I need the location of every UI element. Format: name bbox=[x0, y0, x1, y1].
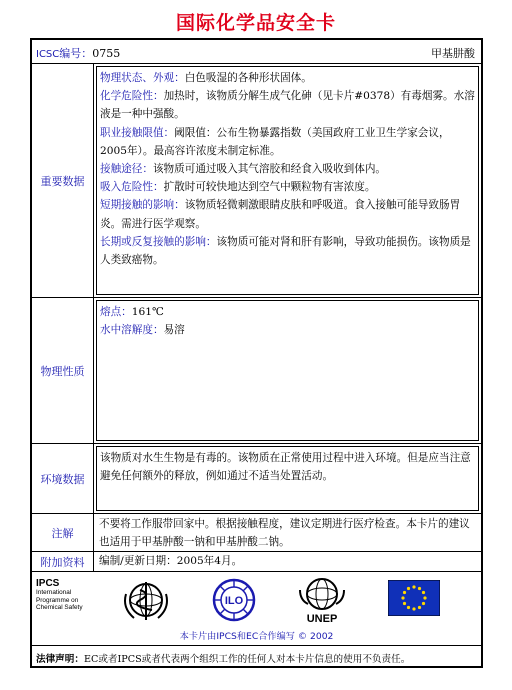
important-data-item-key: 长期或反复接触的影响： bbox=[100, 235, 217, 248]
important-data-item-text: 白色吸湿的各种形状固体。 bbox=[184, 72, 312, 84]
eu-star-icon bbox=[418, 587, 421, 590]
safety-card bbox=[30, 38, 483, 668]
important-data-item bbox=[100, 196, 475, 232]
physical-item-text: 易溶 bbox=[163, 324, 185, 337]
notes-text: 不要将工作服带回家中。根据接触程度，建议定期进行医疗检查。本卡片的建议也适用于甲基肿酸一钠和甲基肿酸二钠。 bbox=[99, 518, 470, 548]
icsc-number: ICSC编号：0755 bbox=[36, 47, 121, 60]
eu-star-icon bbox=[412, 607, 415, 610]
physical-item-key: 熔点： bbox=[100, 306, 132, 318]
important-data-label: 重要数据 bbox=[32, 64, 94, 297]
eu-star-icon bbox=[407, 587, 410, 590]
important-data-content bbox=[96, 66, 479, 295]
environment-section bbox=[32, 444, 481, 514]
eu-star-icon bbox=[422, 591, 425, 594]
environment-text: 该物质对水生生物是有毒的。该物质在正常使用过程中进入环境。但是应当注意避免任何额外的释放，例如通过不适当处置活动。 bbox=[96, 446, 479, 511]
eu-star-icon bbox=[401, 596, 404, 599]
eu-star-icon bbox=[412, 585, 415, 588]
important-data-item bbox=[100, 160, 475, 178]
credit-line: 本卡片由IPCS和EC合作编写 © 2002 bbox=[179, 631, 334, 642]
important-data-item-text: 扩散时可较快地达到空气中颗粒物有害浓度。 bbox=[163, 181, 376, 194]
who-emblem-icon bbox=[120, 576, 172, 624]
important-data-item-text: 该物质可能对肾和肝有影响，导致功能损伤。该物质是人类致癌物。 bbox=[100, 235, 471, 267]
important-data-item-key: 化学危险性： bbox=[100, 90, 164, 103]
ipcs-logo: IPCS International Programme on Chemical Safety bbox=[36, 578, 83, 612]
important-data-item-key: 短期接触的影响： bbox=[100, 199, 185, 212]
legal-section bbox=[32, 646, 481, 668]
additional-text: 编制/更新日期：2005年4月。 bbox=[99, 555, 243, 567]
eu-star-icon bbox=[418, 606, 421, 609]
environment-label: 环境数据 bbox=[32, 444, 94, 513]
important-data-item bbox=[100, 87, 475, 123]
important-data-item-text: 阈限值：公布生物暴露指数（美国政府工业卫生学家会议，2005年）。最高容许浓度未制定标准。 bbox=[100, 126, 450, 157]
eu-star-icon bbox=[407, 606, 410, 609]
eu-flag-icon bbox=[388, 580, 440, 616]
unep-logo-icon bbox=[294, 574, 350, 626]
additional-section bbox=[32, 552, 481, 572]
ilo-emblem-icon bbox=[210, 576, 258, 624]
important-data-item bbox=[100, 124, 475, 160]
important-data-item-key: 吸入危险性： bbox=[100, 181, 164, 194]
legal-notice: 法律声明：EC或者IPCS或者代表两个组织工作的任何人对本卡片信息的使用不负责任。 bbox=[36, 654, 411, 665]
important-data-section bbox=[32, 64, 481, 298]
physical-item bbox=[100, 303, 475, 321]
unep-logo-text: UNEP bbox=[306, 613, 338, 625]
important-data-item-key: 物理状态、外观： bbox=[100, 72, 185, 84]
eu-star-icon bbox=[422, 602, 425, 605]
card-header bbox=[32, 40, 481, 64]
footer-logos bbox=[32, 572, 481, 646]
notes-section bbox=[32, 514, 481, 552]
physical-content bbox=[96, 300, 479, 441]
eu-star-icon bbox=[403, 602, 406, 605]
physical-item-text: 161℃ bbox=[131, 306, 164, 318]
physical-section bbox=[32, 298, 481, 444]
physical-label: 物理性质 bbox=[32, 298, 94, 443]
important-data-item-key: 职业接触限值： bbox=[100, 126, 175, 139]
important-data-item bbox=[100, 233, 475, 269]
eu-star-icon bbox=[403, 591, 406, 594]
ilo-logo-text: ILO bbox=[224, 595, 244, 607]
important-data-item-text: 加热时，该物质分解生成气化砷（见卡片#0378）有毒烟雾。水溶液是一种中强酸。 bbox=[100, 90, 475, 121]
important-data-item bbox=[100, 178, 475, 196]
important-data-item-text: 该物质可通过吸入其气溶胶和经食入吸收到体内。 bbox=[152, 163, 387, 176]
eu-star-icon bbox=[423, 596, 426, 599]
notes-label: 注解 bbox=[32, 514, 94, 551]
additional-label: 附加资料 bbox=[32, 552, 94, 571]
card-title: 国际化学品安全卡 bbox=[175, 12, 336, 34]
physical-item-key: 水中溶解度： bbox=[100, 324, 164, 337]
physical-item bbox=[100, 321, 475, 339]
important-data-item-key: 接触途径： bbox=[100, 163, 153, 176]
important-data-item bbox=[100, 69, 475, 87]
important-data-item-text: 该物质轻微刺激眼睛皮肤和呼吸道。食入接触可能导致肠胃炎。需进行医学观察。 bbox=[100, 199, 461, 230]
chemical-name: 甲基肼酸 bbox=[431, 47, 475, 60]
